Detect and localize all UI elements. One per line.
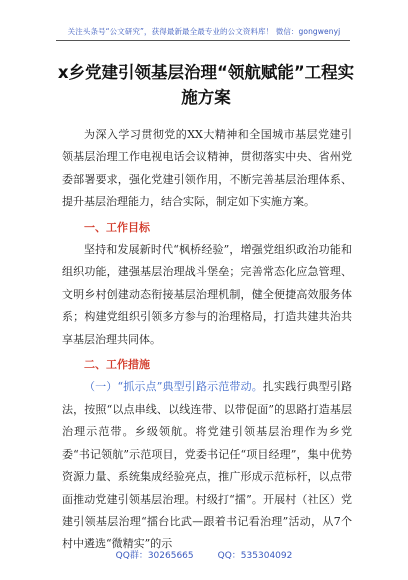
header-promo-text: 关注头条号“公文研究”，获得最新最全最专业的公文资料库！ 微信：gongwenyj — [67, 27, 341, 36]
document-body — [62, 124, 352, 559]
document-title — [56, 60, 356, 110]
goals-paragraph: 坚持和发展新时代“枫桥经验”，增强党组织政治功能和组织功能，建强基层治理战斗堡垒；完善常态化应急管理、文明乡村创建动态衔接基层治理机制，健全便捷高效服务体系；构建党组织引领多方参与的治理格局，打造共建共治共享基层治理共同体。 — [62, 243, 352, 346]
footer-qq: QQ：535304092 — [217, 551, 293, 561]
section-heading-goals: 一、工作目标 — [84, 220, 150, 234]
section-heading-measures: 二、工作措施 — [84, 358, 150, 372]
footer-qq-group: QQ群：30265665 — [115, 551, 194, 561]
title-line-1: x乡党建引领基层治理“领航赋能”工程实 — [57, 63, 355, 82]
measures-text: 扎实践行典型引路法，按照“以点串线、以线连带、以带促面”的思路打造基层治理示范带。乡级领航。将党建引领基层治理作为乡党委“书记领航”示范项目，党委书记任“项目经理”，集中优势资源力量、系统集成经验亮点，推广形成示范标杆，以点带面推动党建引领基层治理。村级打“擂”。开展村（社区）党建引领基层治理“擂台比武—跟着书记看治理”活动，从7个村中遴选“微精实”的示 — [62, 380, 352, 551]
header-divider — [56, 40, 350, 41]
page-footer — [0, 548, 408, 561]
measures-paragraph — [62, 376, 352, 555]
page-header — [0, 0, 408, 48]
measures-subheading: （一）“抓示点”典型引路示范带动。 — [84, 380, 263, 394]
title-line-2: 施方案 — [181, 88, 231, 107]
intro-paragraph: 为深入学习贯彻党的XX大精神和全国城市基层党建引领基层治理工作电视电话会议精神，贯彻落实中央、省州党委部署要求，强化党建引领作用，不断完善基层治理体系、提升基层治理能力，结合实际，制定如下实施方案。 — [62, 128, 352, 209]
